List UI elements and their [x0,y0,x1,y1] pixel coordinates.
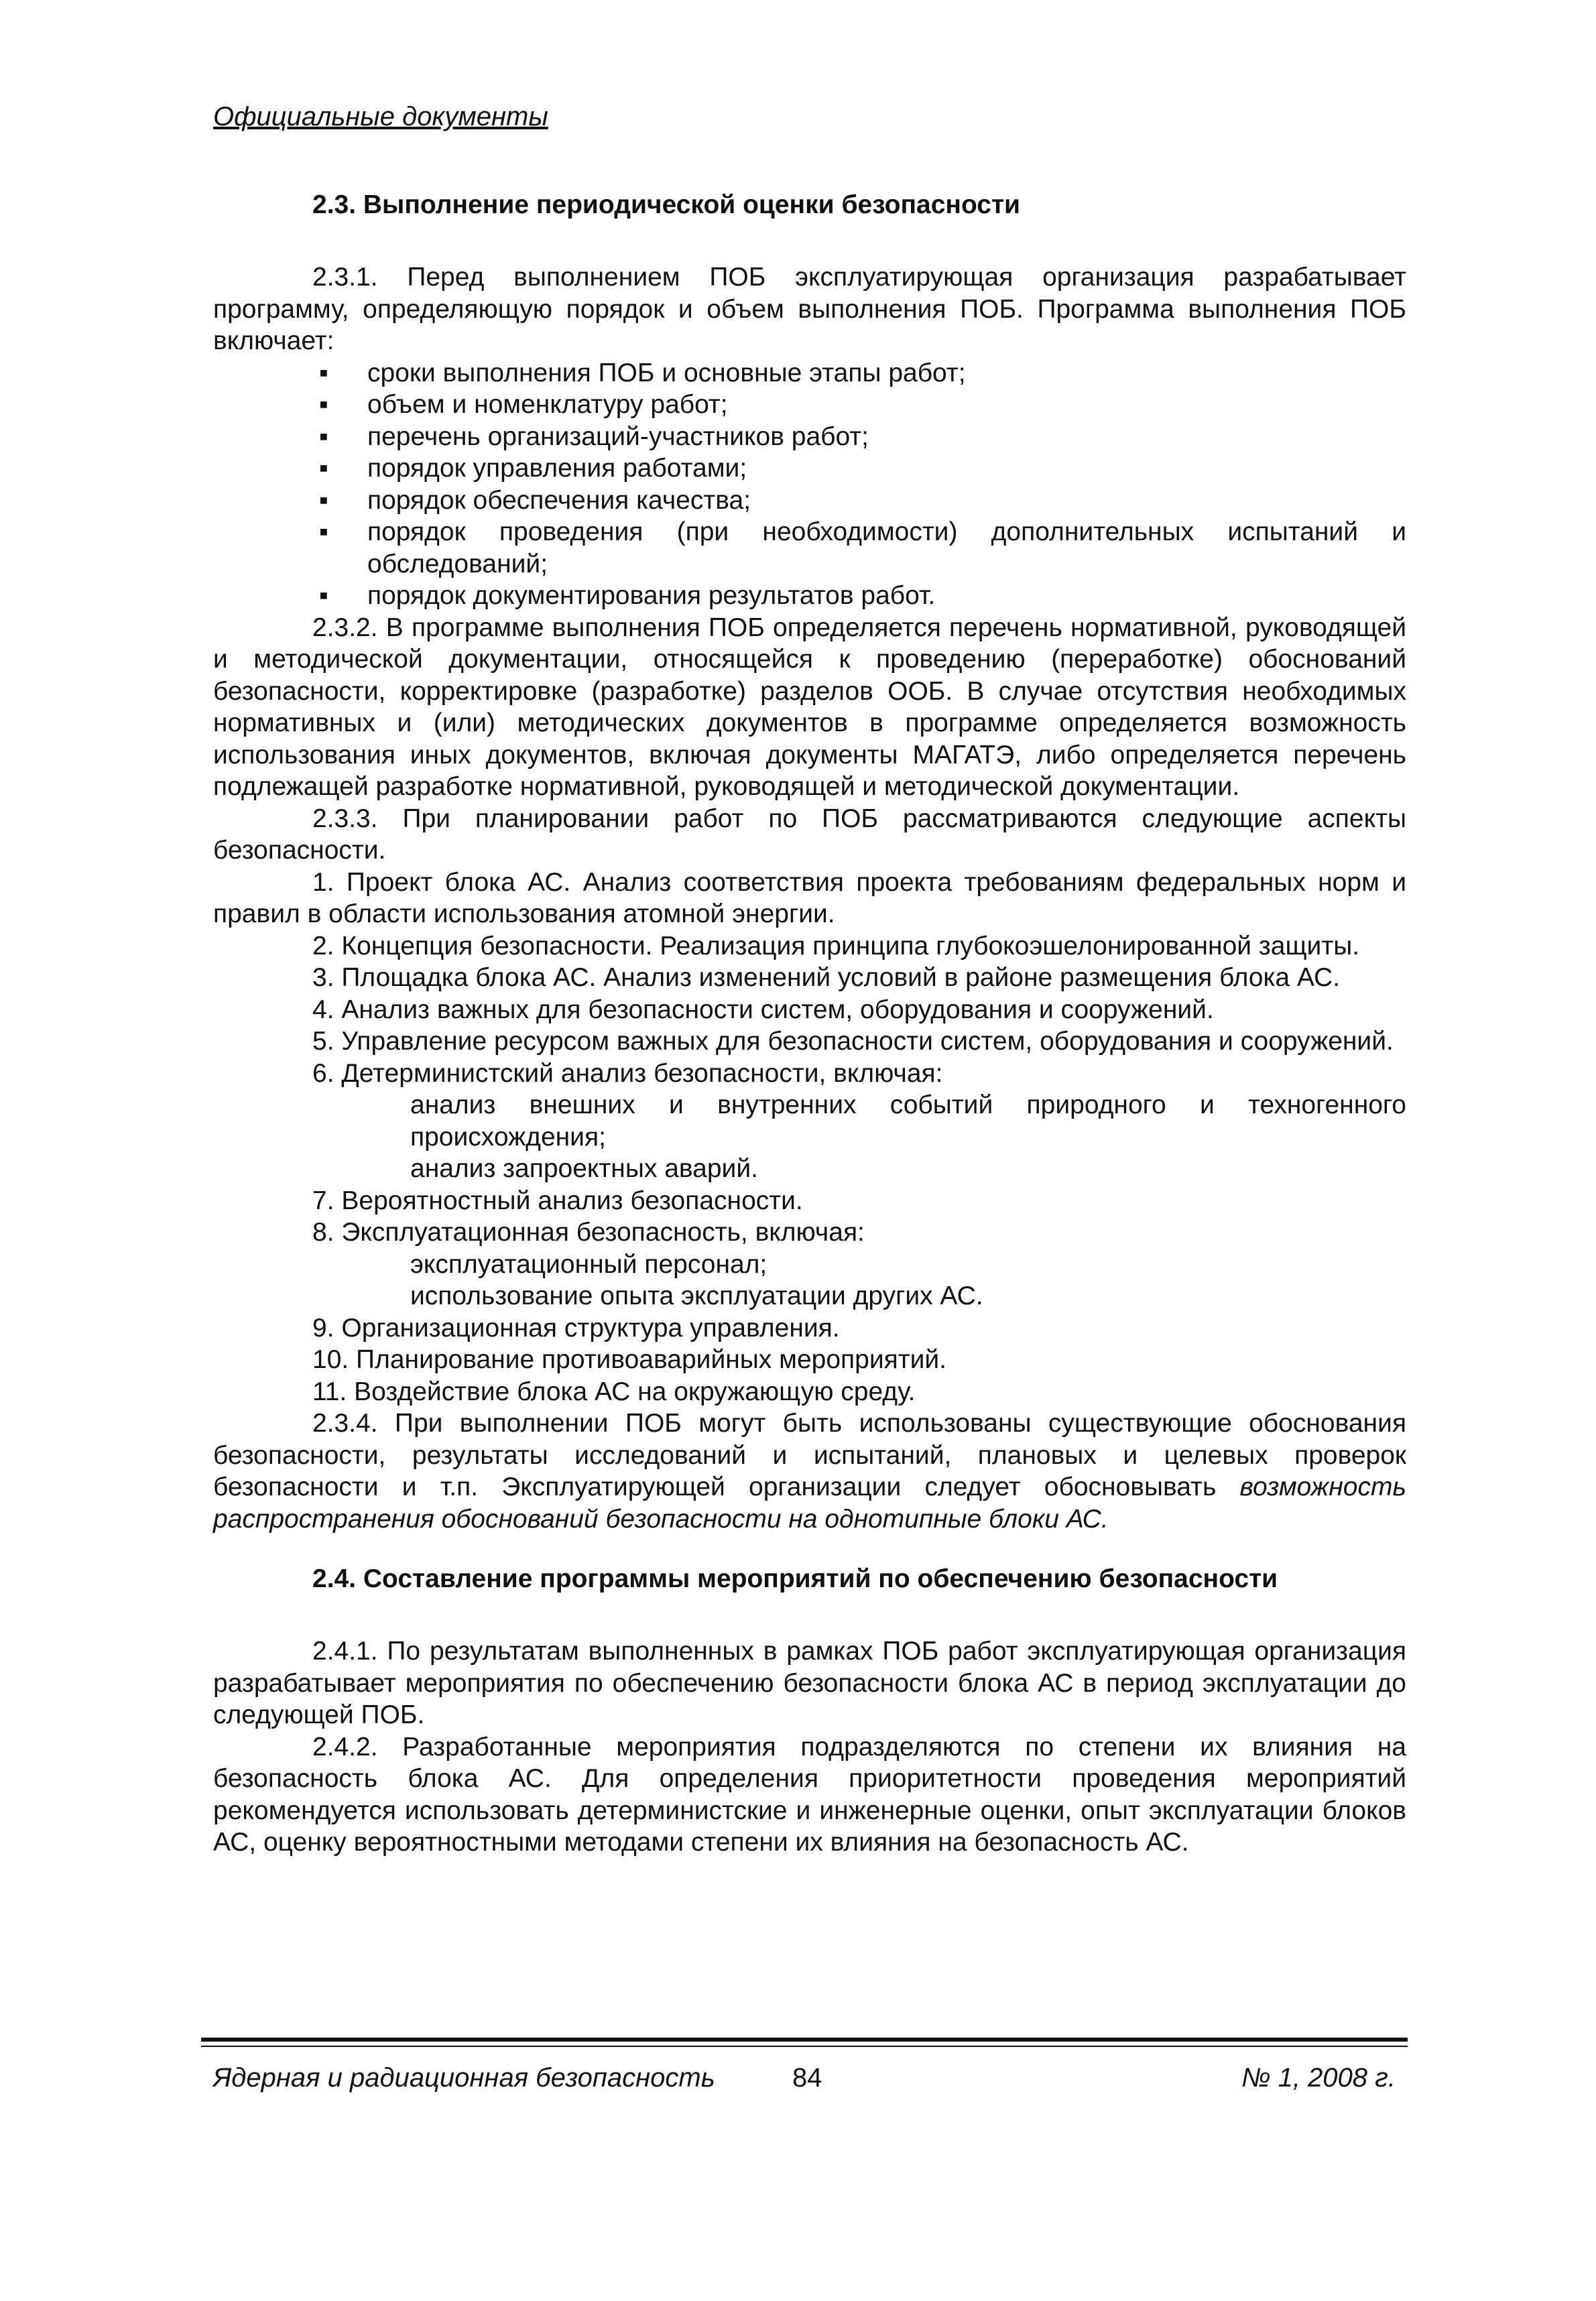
paragraph-2-3-4-main: 2.3.4. При выполнении ПОБ могут быть использованы существующие обоснования безопасности, результаты исследований и испытаний, плановых и целевых проверок безопасности и т.п. Эксплуатирующей организации следует обосновывать [213,1409,1406,1501]
aspect-8-sub-2: использование опыта эксплуатации других АС. [410,1282,983,1310]
paragraph-2-3-4-italic: возможность распространения обоснований безопасности на однотипные блоки АС. [213,1473,1406,1534]
list-item [314,580,1406,612]
paragraph-2-3-2: 2.3.2. В программе выполнения ПОБ определяется перечень нормативной, руководящей и методической документации, относящейся к проведению (переработке) обоснований безопасности, корректировке (разработке) разделов ООБ. В случае отсутствия необходимых нормативных и (или) методических документов в программе определяется возможность использования иных документов, включая документы МАГАТЭ, либо определяется перечень подлежащей разработке нормативной, руководящей и методической документации. [213,613,1406,801]
aspect-3: 3. Площадка блока АС. Анализ изменений условий в районе размещения блока АС. [312,963,1341,992]
aspect-2: 2. Концепция безопасности. Реализация принципа глубокоэшелонированной защиты. [312,931,1360,960]
list-item-text: сроки выполнения ПОБ и основные этапы работ; [367,358,966,387]
list-item [314,452,1406,485]
program-contents-list [213,357,1406,612]
bullet-icon: ▪ [319,581,328,610]
aspect-8-sub-1: эксплуатационный персонал; [410,1249,768,1279]
list-item [314,421,1406,453]
footer-rule-thin [201,2046,1408,2047]
aspect-1: 1. Проект блока АС. Анализ соответствия проекта требованиям федеральных норм и правил в области использования атомной энергии. [213,867,1406,928]
running-title: Официальные документы [213,102,548,131]
aspect-9: 9. Организационная структура управления. [312,1313,840,1343]
paragraph-2-3-3: 2.3.3. При планировании работ по ПОБ рассматриваются следующие аспекты безопасности. [213,804,1406,865]
bullet-icon: ▪ [319,517,328,546]
list-item-text: перечень организаций-участников работ; [367,422,869,451]
issue-number: № 1, 2008 г. [1241,2063,1396,2093]
list-item [314,485,1406,517]
footer-rule [201,2038,1408,2042]
list-item [314,389,1406,421]
aspect-6-sub-2: анализ запроектных аварий. [410,1154,758,1183]
aspect-6-sub-1: анализ внешних и внутренних событий природного и техногенного происхождения; [410,1091,1406,1152]
section-heading-2-3: 2.3. Выполнение периодической оценки безопасности [312,190,1021,219]
aspect-10: 10. Планирование противоаварийных мероприятий. [312,1345,946,1374]
aspect-6: 6. Детерминистский анализ безопасности, включая: [312,1058,943,1088]
footer-row [201,2062,1408,2102]
bullet-icon: ▪ [319,454,328,483]
paragraph-2-3-1: 2.3.1. Перед выполнением ПОБ эксплуатирующая организация разрабатывает программу, определяющую порядок и объем выполнения ПОБ. Программа выполнения ПОБ включает: [213,263,1406,355]
document-page [213,101,1406,1859]
list-item-text: порядок проведения (при необходимости) дополнительных испытаний и обследований; [367,517,1406,578]
list-item [314,516,1406,580]
bullet-icon: ▪ [319,485,328,515]
paragraph-2-4-1: 2.4.1. По результатам выполненных в рамках ПОБ работ эксплуатирующая организация разрабатывает мероприятия по обеспечению безопасности блока АС в период эксплуатации до следующей ПОБ. [213,1637,1406,1729]
page-footer [201,2038,1408,2102]
list-item [314,357,1406,389]
aspect-5: 5. Управление ресурсом важных для безопасности систем, оборудования и сооружений. [312,1027,1394,1056]
aspect-11: 11. Воздействие блока АС на окружающую среду. [312,1377,916,1406]
list-item-text: порядок документирования результатов работ. [367,581,936,610]
aspect-7: 7. Вероятностный анализ безопасности. [312,1186,803,1215]
page-number: 84 [792,2063,822,2093]
aspect-4: 4. Анализ важных для безопасности систем, оборудования и сооружений. [312,995,1214,1024]
list-item-text: порядок управления работами; [367,454,747,483]
bullet-icon: ▪ [319,358,328,387]
section-heading-2-4: 2.4. Составление программы мероприятий по обеспечению безопасности [312,1564,1278,1593]
paragraph-2-4-2: 2.4.2. Разработанные мероприятия подразделяются по степени их влияния на безопасность блока АС. Для определения приоритетности проведения мероприятий рекомендуется использовать детерминистские и инженерные оценки, опыт эксплуатации блоков АС, оценку вероятностными методами степени их влияния на безопасность АС. [213,1732,1406,1857]
journal-title: Ядерная и радиационная безопасность [213,2063,715,2093]
aspect-8: 8. Эксплуатационная безопасность, включая: [312,1218,865,1247]
bullet-icon: ▪ [319,422,328,451]
bullet-icon: ▪ [319,390,328,419]
list-item-text: порядок обеспечения качества; [367,485,751,515]
list-item-text: объем и номенклатуру работ; [367,390,728,419]
paragraph-2-3-4 [213,1408,1406,1535]
